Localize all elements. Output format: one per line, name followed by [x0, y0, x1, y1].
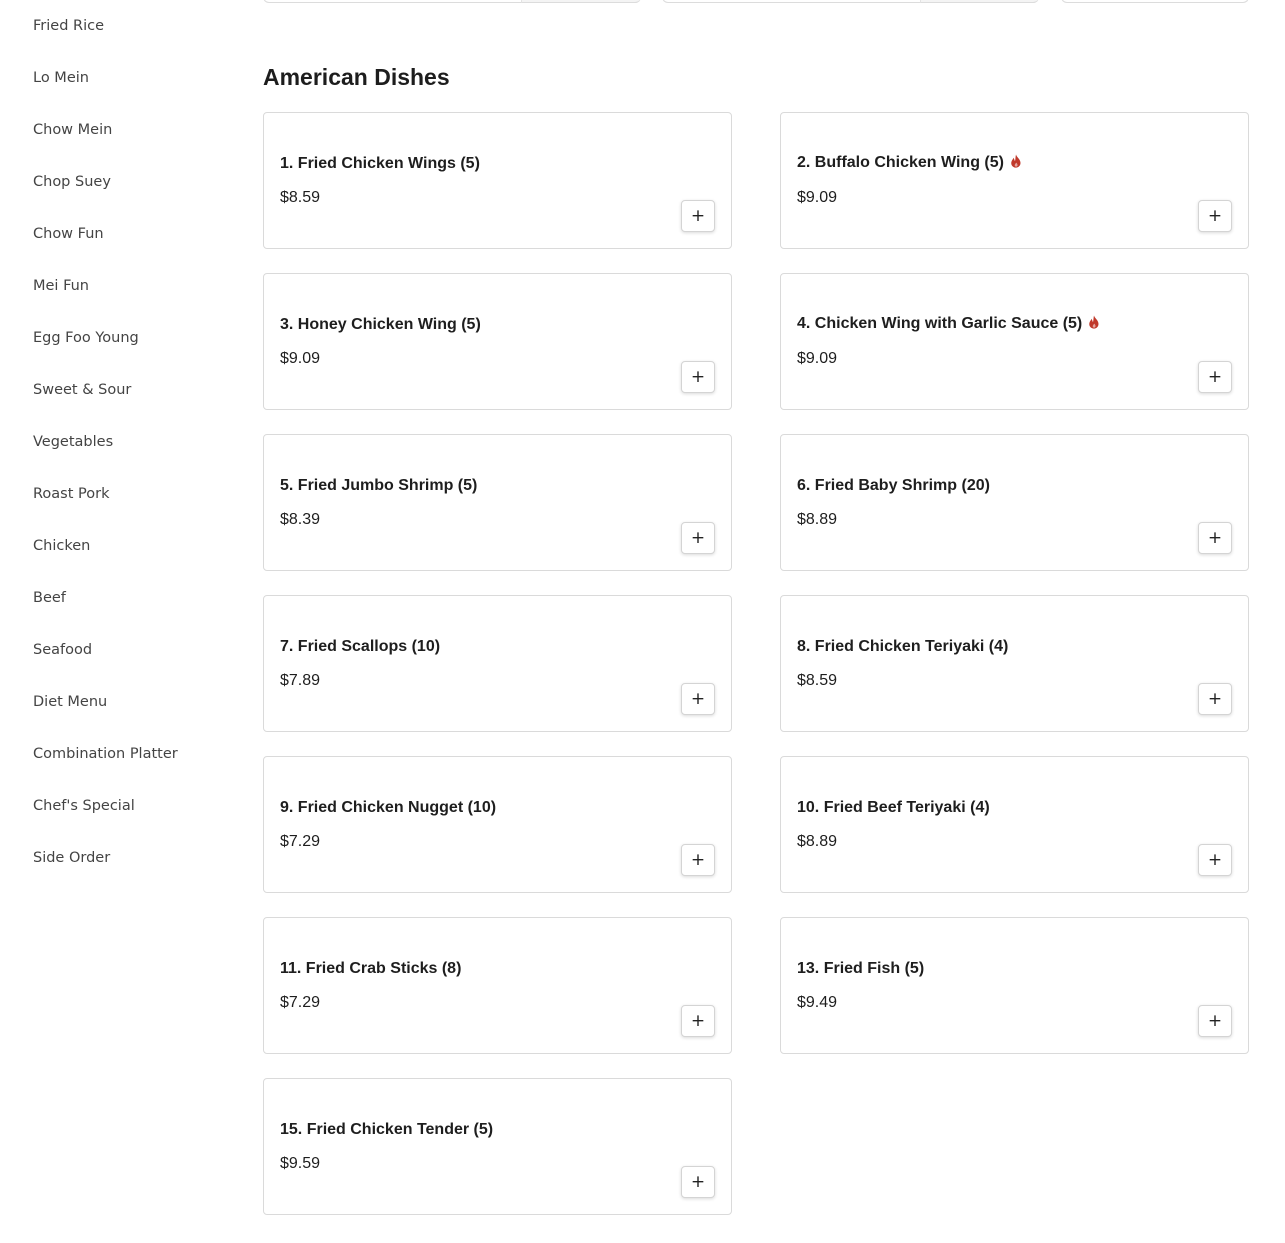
menu-item-name: 6. Fried Baby Shrimp (20): [797, 477, 990, 494]
menu-item-price: $9.59: [280, 1155, 321, 1172]
add-to-cart-button[interactable]: [681, 844, 715, 876]
previous-menu-card-add-area[interactable]: [521, 0, 641, 3]
menu-item-card[interactable]: [263, 273, 732, 410]
plus-icon: +: [1207, 527, 1223, 548]
menu-item-price: $7.29: [280, 994, 321, 1011]
menu-item-card[interactable]: [780, 112, 1249, 249]
menu-item-name: 11. Fried Crab Sticks (8): [280, 960, 462, 977]
menu-item-name: 4. Chicken Wing with Garlic Sauce (5): [797, 313, 1100, 335]
sidebar-item-side-order[interactable]: Side Order: [33, 850, 111, 866]
menu-item-price: $8.59: [797, 672, 838, 689]
menu-item-name: 15. Fried Chicken Tender (5): [280, 1121, 494, 1138]
sidebar-item-chicken[interactable]: Chicken: [33, 538, 91, 554]
add-to-cart-button[interactable]: [681, 1166, 715, 1198]
sidebar-item-chow-mein[interactable]: Chow Mein: [33, 122, 113, 138]
menu-item-price: $7.29: [280, 833, 321, 850]
add-to-cart-button[interactable]: [681, 522, 715, 554]
menu-item-price: $9.49: [797, 994, 838, 1011]
add-to-cart-button[interactable]: [1198, 1005, 1232, 1037]
menu-item-price: $8.89: [797, 833, 838, 850]
add-to-cart-button[interactable]: [681, 200, 715, 232]
sidebar-item-beef[interactable]: Beef: [33, 590, 66, 606]
menu-item-name: 5. Fried Jumbo Shrimp (5): [280, 477, 478, 494]
menu-item-name: 8. Fried Chicken Teriyaki (4): [797, 638, 1009, 655]
add-to-cart-button[interactable]: [1198, 200, 1232, 232]
sidebar-item-chefs-special[interactable]: Chef's Special: [33, 798, 135, 814]
spicy-icon: [1010, 154, 1022, 168]
plus-icon: +: [690, 527, 706, 548]
menu-item-card[interactable]: [263, 756, 732, 893]
plus-icon: +: [1207, 849, 1223, 870]
menu-item-card[interactable]: [780, 434, 1249, 571]
plus-icon: +: [690, 366, 706, 387]
menu-item-card[interactable]: [780, 756, 1249, 893]
sidebar-item-chow-fun[interactable]: Chow Fun: [33, 226, 104, 242]
add-to-cart-button[interactable]: [1198, 844, 1232, 876]
sidebar-item-fried-rice[interactable]: Fried Rice: [33, 18, 105, 34]
menu-item-card[interactable]: [780, 595, 1249, 732]
menu-item-price: $8.89: [797, 511, 838, 528]
sidebar-item-combination-platter[interactable]: Combination Platter: [33, 746, 178, 762]
menu-item-price: $9.09: [280, 350, 321, 367]
menu-item-name: 1. Fried Chicken Wings (5): [280, 155, 480, 172]
sidebar-item-lo-mein[interactable]: Lo Mein: [33, 70, 89, 86]
plus-icon: +: [1207, 1010, 1223, 1031]
sidebar-item-diet-menu[interactable]: Diet Menu: [33, 694, 108, 710]
plus-icon: +: [690, 849, 706, 870]
category-sidebar: [0, 0, 240, 1243]
plus-icon: +: [1207, 205, 1223, 226]
menu-item-price: $8.59: [280, 189, 321, 206]
menu-item-card[interactable]: [780, 917, 1249, 1054]
add-to-cart-button[interactable]: [681, 683, 715, 715]
plus-icon: +: [690, 205, 706, 226]
plus-icon: +: [690, 688, 706, 709]
menu-item-card[interactable]: [263, 595, 732, 732]
menu-item-card[interactable]: [780, 273, 1249, 410]
menu-item-price: $8.39: [280, 511, 321, 528]
section-title: American Dishes: [263, 64, 450, 90]
sidebar-item-sweet-sour[interactable]: Sweet & Sour: [33, 382, 132, 398]
menu-item-price: $9.09: [797, 189, 838, 206]
add-to-cart-button[interactable]: [681, 361, 715, 393]
add-to-cart-button[interactable]: [1198, 361, 1232, 393]
menu-item-name: 10. Fried Beef Teriyaki (4): [797, 799, 990, 816]
add-to-cart-button[interactable]: [1198, 522, 1232, 554]
previous-menu-card-add-area[interactable]: [920, 0, 1039, 3]
sidebar-item-egg-foo-young[interactable]: Egg Foo Young: [33, 330, 139, 346]
plus-icon: +: [690, 1010, 706, 1031]
spicy-icon: [1088, 315, 1100, 329]
plus-icon: +: [1207, 688, 1223, 709]
menu-item-name: 2. Buffalo Chicken Wing (5): [797, 152, 1022, 174]
menu-item-card[interactable]: [263, 1078, 732, 1215]
menu-item-name: 13. Fried Fish (5): [797, 960, 925, 977]
menu-item-card[interactable]: [263, 112, 732, 249]
plus-icon: +: [690, 1171, 706, 1192]
add-to-cart-button[interactable]: [1198, 683, 1232, 715]
sidebar-item-mei-fun[interactable]: Mei Fun: [33, 278, 89, 294]
menu-item-name: 7. Fried Scallops (10): [280, 638, 441, 655]
previous-menu-card[interactable]: [1061, 0, 1249, 3]
sidebar-item-roast-pork[interactable]: Roast Pork: [33, 486, 110, 502]
sidebar-item-vegetables[interactable]: Vegetables: [33, 434, 114, 450]
menu-item-price: $9.09: [797, 350, 838, 367]
sidebar-item-seafood[interactable]: Seafood: [33, 642, 93, 658]
add-to-cart-button[interactable]: [681, 1005, 715, 1037]
sidebar-item-chop-suey[interactable]: Chop Suey: [33, 174, 111, 190]
menu-item-name: 9. Fried Chicken Nugget (10): [280, 799, 497, 816]
menu-item-card[interactable]: [263, 434, 732, 571]
previous-section-cards: [0, 0, 1285, 6]
menu-item-price: $7.89: [280, 672, 321, 689]
plus-icon: +: [1207, 366, 1223, 387]
menu-item-name: 3. Honey Chicken Wing (5): [280, 316, 481, 333]
menu-item-card[interactable]: [263, 917, 732, 1054]
